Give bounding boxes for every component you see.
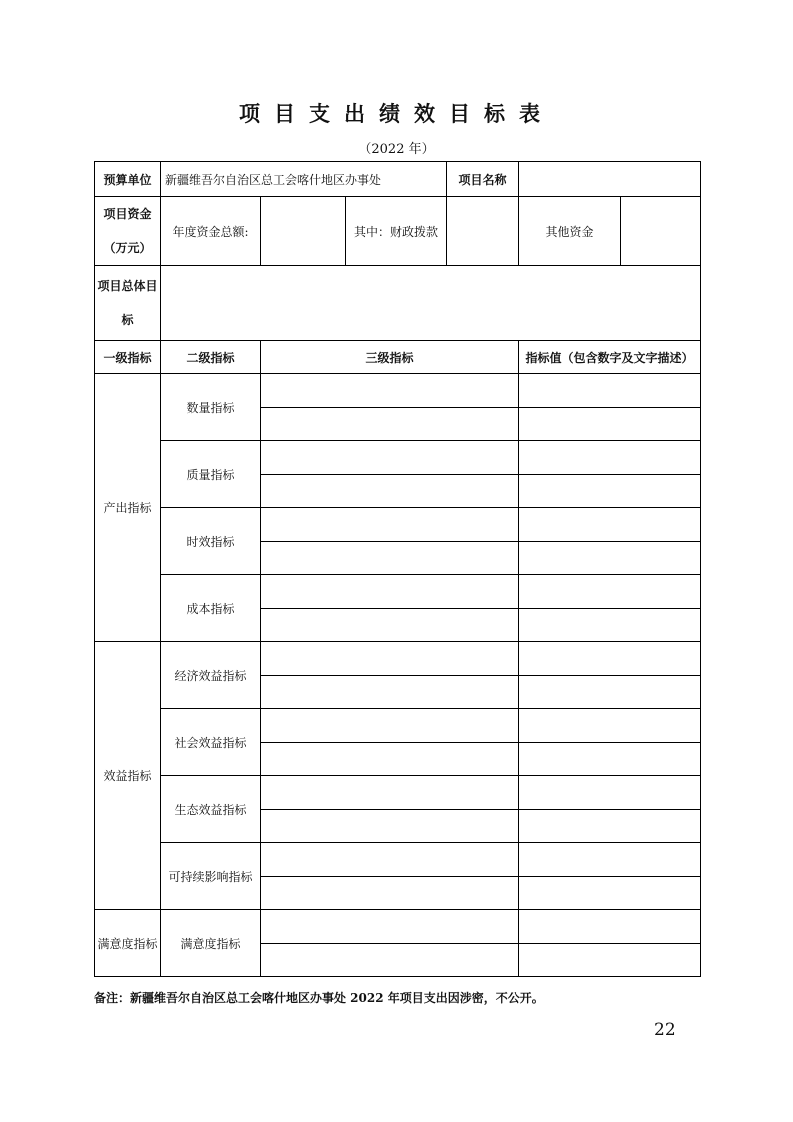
indicator-value-cell[interactable] xyxy=(519,709,701,743)
level2-ecological: 生态效益指标 xyxy=(161,776,261,843)
indicator-value-cell[interactable] xyxy=(519,776,701,810)
indicator-value-cell[interactable] xyxy=(519,943,701,977)
indicator-value-cell[interactable] xyxy=(519,675,701,709)
year-note: （2022 年） xyxy=(358,142,435,157)
indicator-value-cell[interactable] xyxy=(519,474,701,508)
indicator-value-cell[interactable] xyxy=(519,742,701,776)
level3-cell[interactable] xyxy=(261,642,519,676)
overall-goal-label-line2: 标 xyxy=(121,313,134,327)
overall-goal-label-line1: 项目总体目 xyxy=(97,279,158,293)
level3-cell[interactable] xyxy=(261,742,519,776)
indicator-value-cell[interactable] xyxy=(519,809,701,843)
level3-cell[interactable] xyxy=(261,910,519,944)
project-funds-label xyxy=(95,197,161,266)
indicator-value-cell[interactable] xyxy=(519,876,701,910)
level3-cell[interactable] xyxy=(261,608,519,642)
level3-cell[interactable] xyxy=(261,675,519,709)
level1-satisfaction: 满意度指标 xyxy=(95,910,161,977)
overall-goal-label xyxy=(95,266,161,341)
level3-cell[interactable] xyxy=(261,876,519,910)
level1-output: 产出指标 xyxy=(95,374,161,642)
header-level3: 三级指标 xyxy=(261,341,519,374)
other-funds-label: 其他资金 xyxy=(519,197,621,266)
level2-quantity: 数量指标 xyxy=(161,374,261,441)
level2-cost: 成本指标 xyxy=(161,575,261,642)
level3-cell[interactable] xyxy=(261,441,519,475)
budget-unit-label: 预算单位 xyxy=(95,162,161,197)
annual-total-cell[interactable] xyxy=(261,197,346,266)
indicator-value-cell[interactable] xyxy=(519,441,701,475)
indicator-value-cell[interactable] xyxy=(519,608,701,642)
level2-economic: 经济效益指标 xyxy=(161,642,261,709)
level3-cell[interactable] xyxy=(261,575,519,609)
level3-cell[interactable] xyxy=(261,374,519,408)
header-level2: 二级指标 xyxy=(161,341,261,374)
level2-sustainable: 可持续影响指标 xyxy=(161,843,261,910)
level2-timeliness: 时效指标 xyxy=(161,508,261,575)
indicator-value-cell[interactable] xyxy=(519,843,701,877)
annual-total-label: 年度资金总额: xyxy=(161,197,261,266)
other-funds-cell[interactable] xyxy=(621,197,701,266)
indicator-value-cell[interactable] xyxy=(519,910,701,944)
level3-cell[interactable] xyxy=(261,776,519,810)
footnote: 备注：新疆维吾尔自治区总工会喀什地区办事处 2022 年项目支出因涉密，不公开。 xyxy=(94,991,544,1005)
performance-target-table xyxy=(94,161,701,977)
header-indicator-value: 指标值（包含数字及文字描述） xyxy=(519,341,701,374)
level2-quality: 质量指标 xyxy=(161,441,261,508)
indicator-value-cell[interactable] xyxy=(519,508,701,542)
level3-cell[interactable] xyxy=(261,508,519,542)
level3-cell[interactable] xyxy=(261,541,519,575)
indicator-value-cell[interactable] xyxy=(519,575,701,609)
overall-goal-cell[interactable] xyxy=(161,266,701,341)
header-level1: 一级指标 xyxy=(95,341,161,374)
page-number: 22 xyxy=(654,1020,676,1040)
level1-benefit: 效益指标 xyxy=(95,642,161,910)
level3-cell[interactable] xyxy=(261,474,519,508)
indicator-value-cell[interactable] xyxy=(519,374,701,408)
budget-unit-value: 新疆维吾尔自治区总工会喀什地区办事处 xyxy=(161,162,447,197)
document-title: 项目支出绩效目标表 xyxy=(239,101,554,126)
project-name-cell[interactable] xyxy=(519,162,701,197)
level3-cell[interactable] xyxy=(261,943,519,977)
level3-cell[interactable] xyxy=(261,809,519,843)
level2-social: 社会效益指标 xyxy=(161,709,261,776)
project-funds-label-line2: （万元） xyxy=(103,241,152,255)
level3-cell[interactable] xyxy=(261,709,519,743)
fiscal-appropriation-cell[interactable] xyxy=(447,197,519,266)
level2-satisfaction: 满意度指标 xyxy=(161,910,261,977)
indicator-value-cell[interactable] xyxy=(519,642,701,676)
project-funds-label-line1: 项目资金 xyxy=(103,207,152,221)
project-name-label: 项目名称 xyxy=(447,162,519,197)
indicator-value-cell[interactable] xyxy=(519,541,701,575)
indicator-value-cell[interactable] xyxy=(519,407,701,441)
level3-cell[interactable] xyxy=(261,843,519,877)
level3-cell[interactable] xyxy=(261,407,519,441)
of-which-label: 其中：财政拨款 xyxy=(346,197,447,266)
